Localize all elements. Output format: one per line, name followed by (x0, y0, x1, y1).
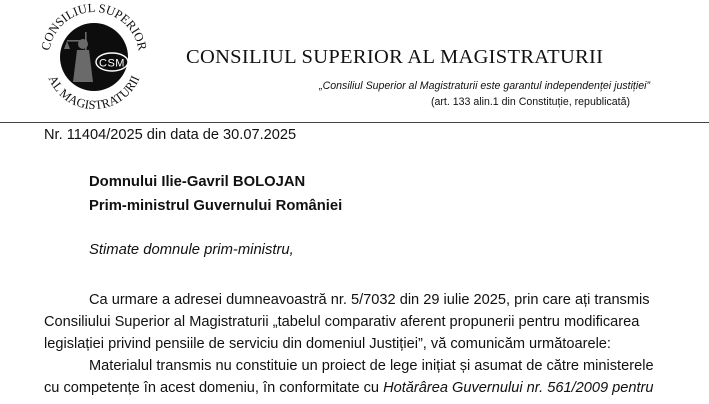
motto-reference: (art. 133 alin.1 din Constituție, republicată) (430, 96, 630, 108)
salutation: Stimate domnule prim-ministru, (89, 242, 294, 258)
registration-number: Nr. 11404/2025 din data de 30.07.2025 (44, 127, 297, 143)
body-line: Ca urmare a adresei dumneavoastră nr. 5/7032 din 29 iulie 2025, prin care ați transmis (89, 292, 650, 308)
seal-ring-top-text: CONSILIUL SUPERIOR (38, 2, 150, 52)
addressee-name: Domnului Ilie-Gavril BOLOJAN (89, 174, 306, 190)
body-line: legislației privind pensiile de serviciu din domeniul Justiției”, vă comunicăm următoarele: (44, 336, 611, 352)
legal-reference: Hotărârea Guvernului nr. 561/2009 pentru (383, 380, 654, 396)
body-line (44, 380, 654, 396)
body-text: cu competențe în acest domeniu, în conformitate cu (44, 380, 384, 396)
motto: „Consiliul Superior al Magistraturii este garantul independenței justiției” (319, 80, 650, 92)
body-line: Consiliului Superior al Magistraturii „tabelul comparativ aferent propunerii pentru modificarea (44, 314, 640, 330)
csm-seal-icon (27, 2, 161, 112)
addressee-title: Prim-ministrul Guvernului României (89, 198, 343, 214)
csm-logo-seal (27, 2, 161, 112)
org-name: CONSILIUL SUPERIOR AL MAGISTRATURII (186, 46, 604, 68)
seal-ring-bottom-text: AL MAGISTRATURII (45, 73, 143, 112)
body-line: Materialul transmis nu constituie un proiect de lege inițiat și asumat de către ministerele (89, 358, 654, 374)
seal-center-text: CSM (99, 57, 125, 70)
header-divider (0, 122, 709, 123)
